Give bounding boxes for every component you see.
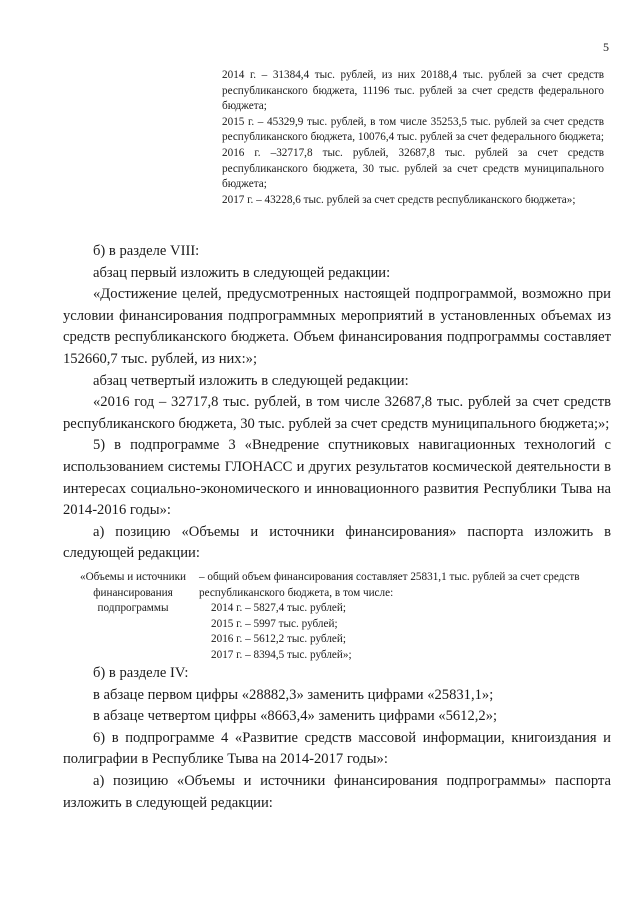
passport-year-2014: 2014 г. – 5827,4 тыс. рублей;: [211, 602, 346, 615]
passport-total: – общий объем финансирования составляет 25831,1 тыс. рублей за счет средств республиканского бюджета, в том числе:: [199, 571, 580, 599]
fourth-paragraph-instruction: абзац четвертый изложить в следующей редакции:: [93, 372, 409, 389]
item-5: 5) в подпрограмме 3 «Внедрение спутниковых навигационных технологий с использованием системы ГЛОНАСС и других результатов космической деятельности в интересах социально-экономического и инновационного развития Республики Тыва на 2014-2016 годы»:: [63, 437, 611, 519]
funding-line-2017: 2017 г. – 43228,6 тыс. рублей за счет средств республиканского бюджета»;: [222, 193, 576, 206]
item-6a: а) позицию «Объемы и источники финансирования подпрограммы» паспорта изложить в следующей редакции:: [63, 772, 611, 811]
page-number: 5: [603, 40, 609, 54]
item-5a: а) позицию «Объемы и источники финансирования» паспорта изложить в следующей редакции:: [63, 523, 611, 562]
replace-fourth-paragraph: в абзаце четвертом цифры «8663,4» заменить цифрами «5612,2»;: [93, 708, 498, 725]
first-paragraph-instruction: абзац первый изложить в следующей редакции:: [93, 264, 391, 281]
passport-content: [199, 570, 611, 664]
section-viii-heading: б) в разделе VIII:: [93, 243, 200, 259]
funding-line-2016: 2016 г. –32717,8 тыс. рублей, 32687,8 тыс. рублей за счет средств республиканского бюджета, 30 тыс. рублей за счет средств муниципального бюджета;: [222, 146, 604, 191]
amendments-part-1: [63, 241, 611, 565]
passport-year-2016: 2016 г. – 5612,2 тыс. рублей;: [211, 633, 346, 646]
quote-2016: «2016 год – 32717,8 тыс. рублей, в том числе 32687,8 тыс. рублей за счет средств республиканского бюджета, 30 тыс. рублей за счет средств муниципального бюджета;»;: [63, 394, 611, 432]
funding-line-2015: 2015 г. – 45329,9 тыс. рублей, в том числе 35253,5 тыс. рублей за счет средств республиканского бюджета, 10076,4 тыс. рублей за счет федерального бюджета;: [222, 115, 604, 144]
passport-year-2017: 2017 г. – 8394,5 тыс. рублей»;: [211, 648, 352, 661]
item-6: 6) в подпрограмме 4 «Развитие средств массовой информации, книгоиздания и полиграфии в Республике Тыва на 2014-2017 годы»:: [63, 729, 611, 768]
passport-years: [199, 601, 611, 663]
replace-first-paragraph: в абзаце первом цифры «28882,3» заменить цифрами «25831,1»;: [93, 686, 494, 703]
amendments-part-2: [63, 663, 611, 814]
section-iv-heading: б) в разделе IV:: [93, 665, 189, 681]
goals-quote: «Достижение целей, предусмотренных настоящей подпрограммой, возможно при условии финансирования подпрограммных мероприятий в установленных объемах из средств республиканского бюджета. Объем финансирования подпрограммы составляет 152660,7 тыс. рублей, из них:»;: [63, 286, 611, 367]
funding-line-2014: 2014 г. – 31384,4 тыс. рублей, из них 20188,4 тыс. рублей за счет средств республиканского бюджета, 11196 тыс. рублей за счет средств федерального бюджета;: [222, 69, 604, 113]
passport-label: «Объемы и источники финансирования подпрограммы: [79, 571, 187, 615]
passport-year-2015: 2015 г. – 5997 тыс. рублей;: [211, 617, 338, 630]
funding-by-year-block: [222, 68, 604, 208]
